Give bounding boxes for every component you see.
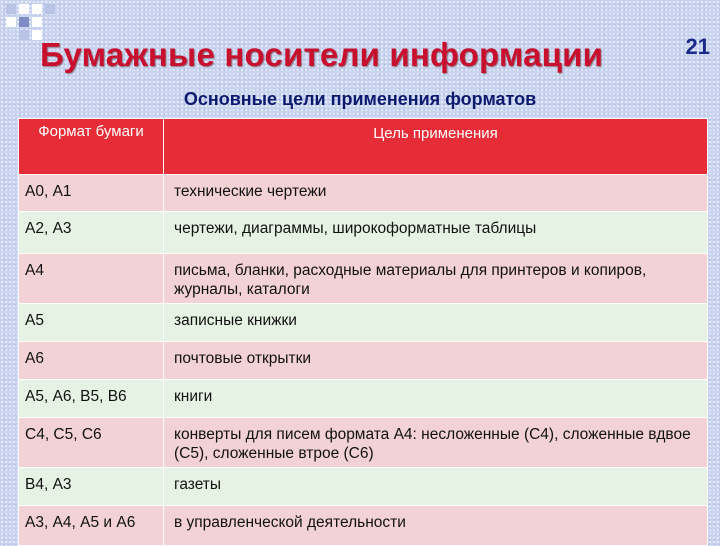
table-row	[19, 468, 708, 506]
formats-table	[18, 118, 708, 546]
purpose-cell: записные книжки	[164, 304, 708, 342]
slide-subtitle: Основные цели применения форматов	[183, 89, 537, 109]
deco-square	[19, 4, 29, 14]
format-cell: В4, А3	[19, 468, 164, 506]
deco-square	[32, 17, 42, 27]
purpose-cell: книги	[164, 380, 708, 418]
purpose-cell: технические чертежи	[164, 175, 708, 212]
format-cell: А2, А3	[19, 212, 164, 254]
deco-square	[19, 17, 29, 27]
table-header-row	[19, 119, 708, 175]
slide-number: 21	[685, 34, 710, 59]
table-row	[19, 380, 708, 418]
header-purpose: Цель применения	[164, 119, 708, 175]
format-cell: А3, А4, А5 и А6	[19, 506, 164, 546]
table-row	[19, 175, 708, 212]
slide-title: Бумажные носители информации	[40, 36, 604, 73]
format-cell: А4	[19, 254, 164, 304]
deco-square	[6, 17, 16, 27]
deco-square	[32, 4, 42, 14]
table-row	[19, 304, 708, 342]
deco-square	[45, 4, 55, 14]
purpose-cell: чертежи, диаграммы, широкоформатные таблицы	[164, 212, 708, 254]
format-cell: А6	[19, 342, 164, 380]
format-cell: А5, А6, В5, В6	[19, 380, 164, 418]
table-row	[19, 254, 708, 304]
format-cell: С4, С5, С6	[19, 418, 164, 468]
table-row	[19, 342, 708, 380]
purpose-cell: газеты	[164, 468, 708, 506]
table-row	[19, 212, 708, 254]
format-cell: А0, А1	[19, 175, 164, 212]
purpose-cell: почтовые открытки	[164, 342, 708, 380]
purpose-cell: конверты для писем формата А4: несложенные (С4), сложенные вдвое (С5), сложенные втрое (С6)	[164, 418, 708, 468]
purpose-cell: письма, бланки, расходные материалы для принтеров и копиров, журналы, каталоги	[164, 254, 708, 304]
format-cell: А5	[19, 304, 164, 342]
purpose-cell: в управленческой деятельности	[164, 506, 708, 546]
table-row	[19, 418, 708, 468]
deco-square	[19, 30, 29, 40]
deco-square	[6, 4, 16, 14]
header-format: Формат бумаги	[19, 119, 164, 175]
